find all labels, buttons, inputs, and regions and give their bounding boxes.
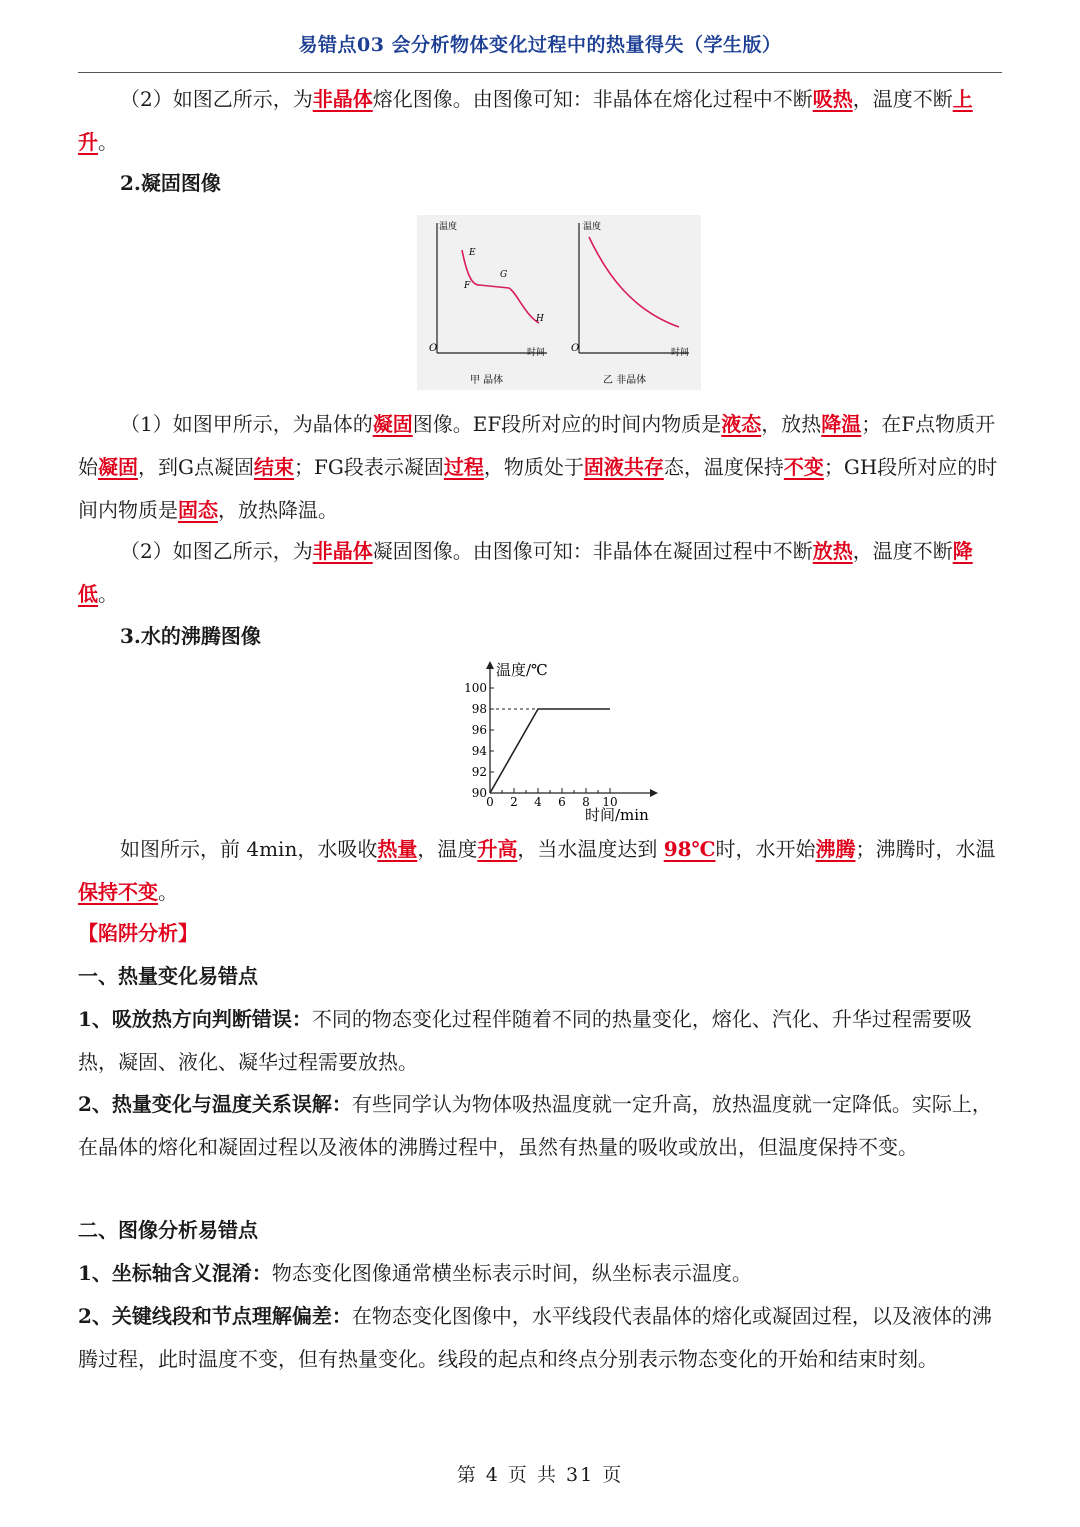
key-term: 结束 [253,455,294,479]
text: ；FG段表示凝固 [293,455,444,479]
text: ，到G点凝固 [138,455,254,479]
key-term: 上升 [78,87,973,154]
x-tick-label: 0 [486,795,494,809]
text: 凝固图像。由图像可知：非晶体在凝固过程中不断 [372,539,813,563]
figure-background [417,215,701,390]
left-xlabel: 时间 [527,348,546,358]
text: ，放热降温。 [218,498,338,522]
header-rule [78,72,1002,73]
paragraph-melt-noncrystal [78,78,1002,164]
key-term: 固液共存 [583,455,664,479]
text: 如图所示，前 4min，水吸收 [120,837,378,861]
trap-analysis-title: 【陷阱分析】 [78,921,198,945]
key-term: 过程 [443,455,484,479]
boiling-chart-plot [464,661,658,824]
heading-heat-errors: 一、热量变化易错点 [78,964,258,988]
heading-graph-errors: 二、图像分析易错点 [78,1218,258,1242]
section-title-boiling: 3.水的沸腾图像 [120,624,261,648]
key-term: 热量 [377,837,418,861]
page-footer: 第 4 页 共 31 页 [456,1464,624,1486]
x-tick-label: 6 [558,795,566,809]
temperature-line [490,709,610,793]
key-term: 升高 [477,837,518,861]
right-ylabel: 温度 [583,222,602,232]
item-label: 2、热量变化与温度关系误解： [78,1092,352,1116]
key-term: 不变 [783,455,824,479]
text: 态，温度保持 [663,455,784,479]
item-text: 有些同学认为物体吸热温度就一定升高，放热温度就一定降低。实际上，在晶体的熔化和凝固过程以及液体的沸腾过程中，虽然有热量的吸收或放出，但温度保持不变。 [78,1092,992,1159]
x-tick-label: 2 [510,795,518,809]
right-origin: O [571,343,580,354]
right-xlabel: 时间 [671,348,690,358]
paragraph-boiling [78,828,1002,914]
item-text: 在物态变化图像中，水平线段代表晶体的熔化或凝固过程，以及液体的沸腾过程，此时温度不变，但有热量变化。线段的起点和终点分别表示物态变化的开始和结束时刻。 [78,1304,992,1371]
item-text: 物态变化图像通常横坐标表示时间，纵坐标表示温度。 [271,1261,752,1285]
y-axis-arrow [486,661,494,669]
key-term: 降温 [821,412,862,436]
text: ，温度 [417,837,478,861]
y-tick-label: 92 [471,765,487,779]
text: 。 [158,880,178,904]
x-tick-label: 8 [582,795,590,809]
key-term: 放热 [812,539,853,563]
point-label-H: H [536,314,544,324]
y-axis-label: 温度/℃ [496,661,548,679]
left-origin: O [429,343,438,354]
x-tick-label: 10 [602,795,618,809]
key-term: 非晶体 [312,539,373,563]
item-text: 不同的物态变化过程伴随着不同的热量变化，熔化、汽化、升华过程需要吸热，凝固、液化、凝华过程需要放热。 [78,1007,972,1074]
point-label-F: F [464,281,471,291]
text: （2）如图乙所示，为 [120,539,313,563]
paragraph-solid-noncrystal [78,530,1002,616]
y-tick-label: 96 [471,723,487,737]
key-term: 吸热 [812,87,853,111]
x-axis-label: 时间/min [585,806,649,824]
text: 熔化图像。由图像可知：非晶体在熔化过程中不断 [372,87,813,111]
key-term: 非晶体 [312,87,373,111]
text: 。 [98,130,118,154]
key-term: 保持不变 [78,880,158,904]
left-caption: 甲 晶体 [470,375,504,386]
text: ，温度不断 [852,87,953,111]
point-label-G: G [500,270,508,280]
text: （1）如图甲所示，为晶体的 [120,412,373,436]
y-tick-label: 100 [464,681,487,695]
key-term: 液态 [721,412,762,436]
x-tick-label: 4 [534,795,542,809]
key-term: 凝固 [372,412,413,436]
item-label: 1、吸放热方向判断错误： [78,1007,312,1031]
key-term: 固态 [178,498,218,522]
text: ；在F点物质开始 [78,412,996,479]
y-tick-label: 98 [471,702,487,716]
item-heat-direction [78,998,1002,1084]
page-header-title: 易错点03 会分析物体变化过程中的热量得失（学生版） [298,34,782,56]
solidification-figure [417,215,701,390]
text: （2）如图乙所示，为 [120,87,313,111]
boiling-chart [460,655,660,825]
item-axis-confusion [78,1252,1002,1295]
text: 图像。EF段所对应的时间内物质是 [412,412,722,436]
y-tick-label: 94 [471,744,487,758]
text: ，物质处于 [483,455,584,479]
y-tick-label: 90 [471,786,487,800]
text: ，放热 [761,412,822,436]
text: 。 [98,582,118,606]
text: 时，水开始 [715,837,816,861]
right-caption: 乙 非晶体 [603,375,647,386]
text: ；沸腾时，水温 [855,837,996,861]
text: ，当水温度达到 [517,837,664,861]
text: ；GH段所对应的时间内物质是 [78,455,998,522]
key-term: 降低 [78,539,973,606]
item-segment-misunderstanding [78,1295,1002,1381]
key-term: 凝固 [98,455,138,479]
paragraph-solid-crystal [78,403,1002,532]
key-term: 98℃ [663,837,716,861]
item-label: 1、坐标轴含义混淆： [78,1261,272,1285]
item-heat-temperature [78,1083,1002,1169]
point-label-E: E [469,248,476,258]
item-label: 2、关键线段和节点理解偏差： [78,1304,352,1328]
section-title-solidification: 2.凝固图像 [120,171,221,195]
x-axis-arrow [650,789,658,797]
text: ，温度不断 [852,539,953,563]
key-term: 沸腾 [815,837,856,861]
left-ylabel: 温度 [439,222,458,232]
